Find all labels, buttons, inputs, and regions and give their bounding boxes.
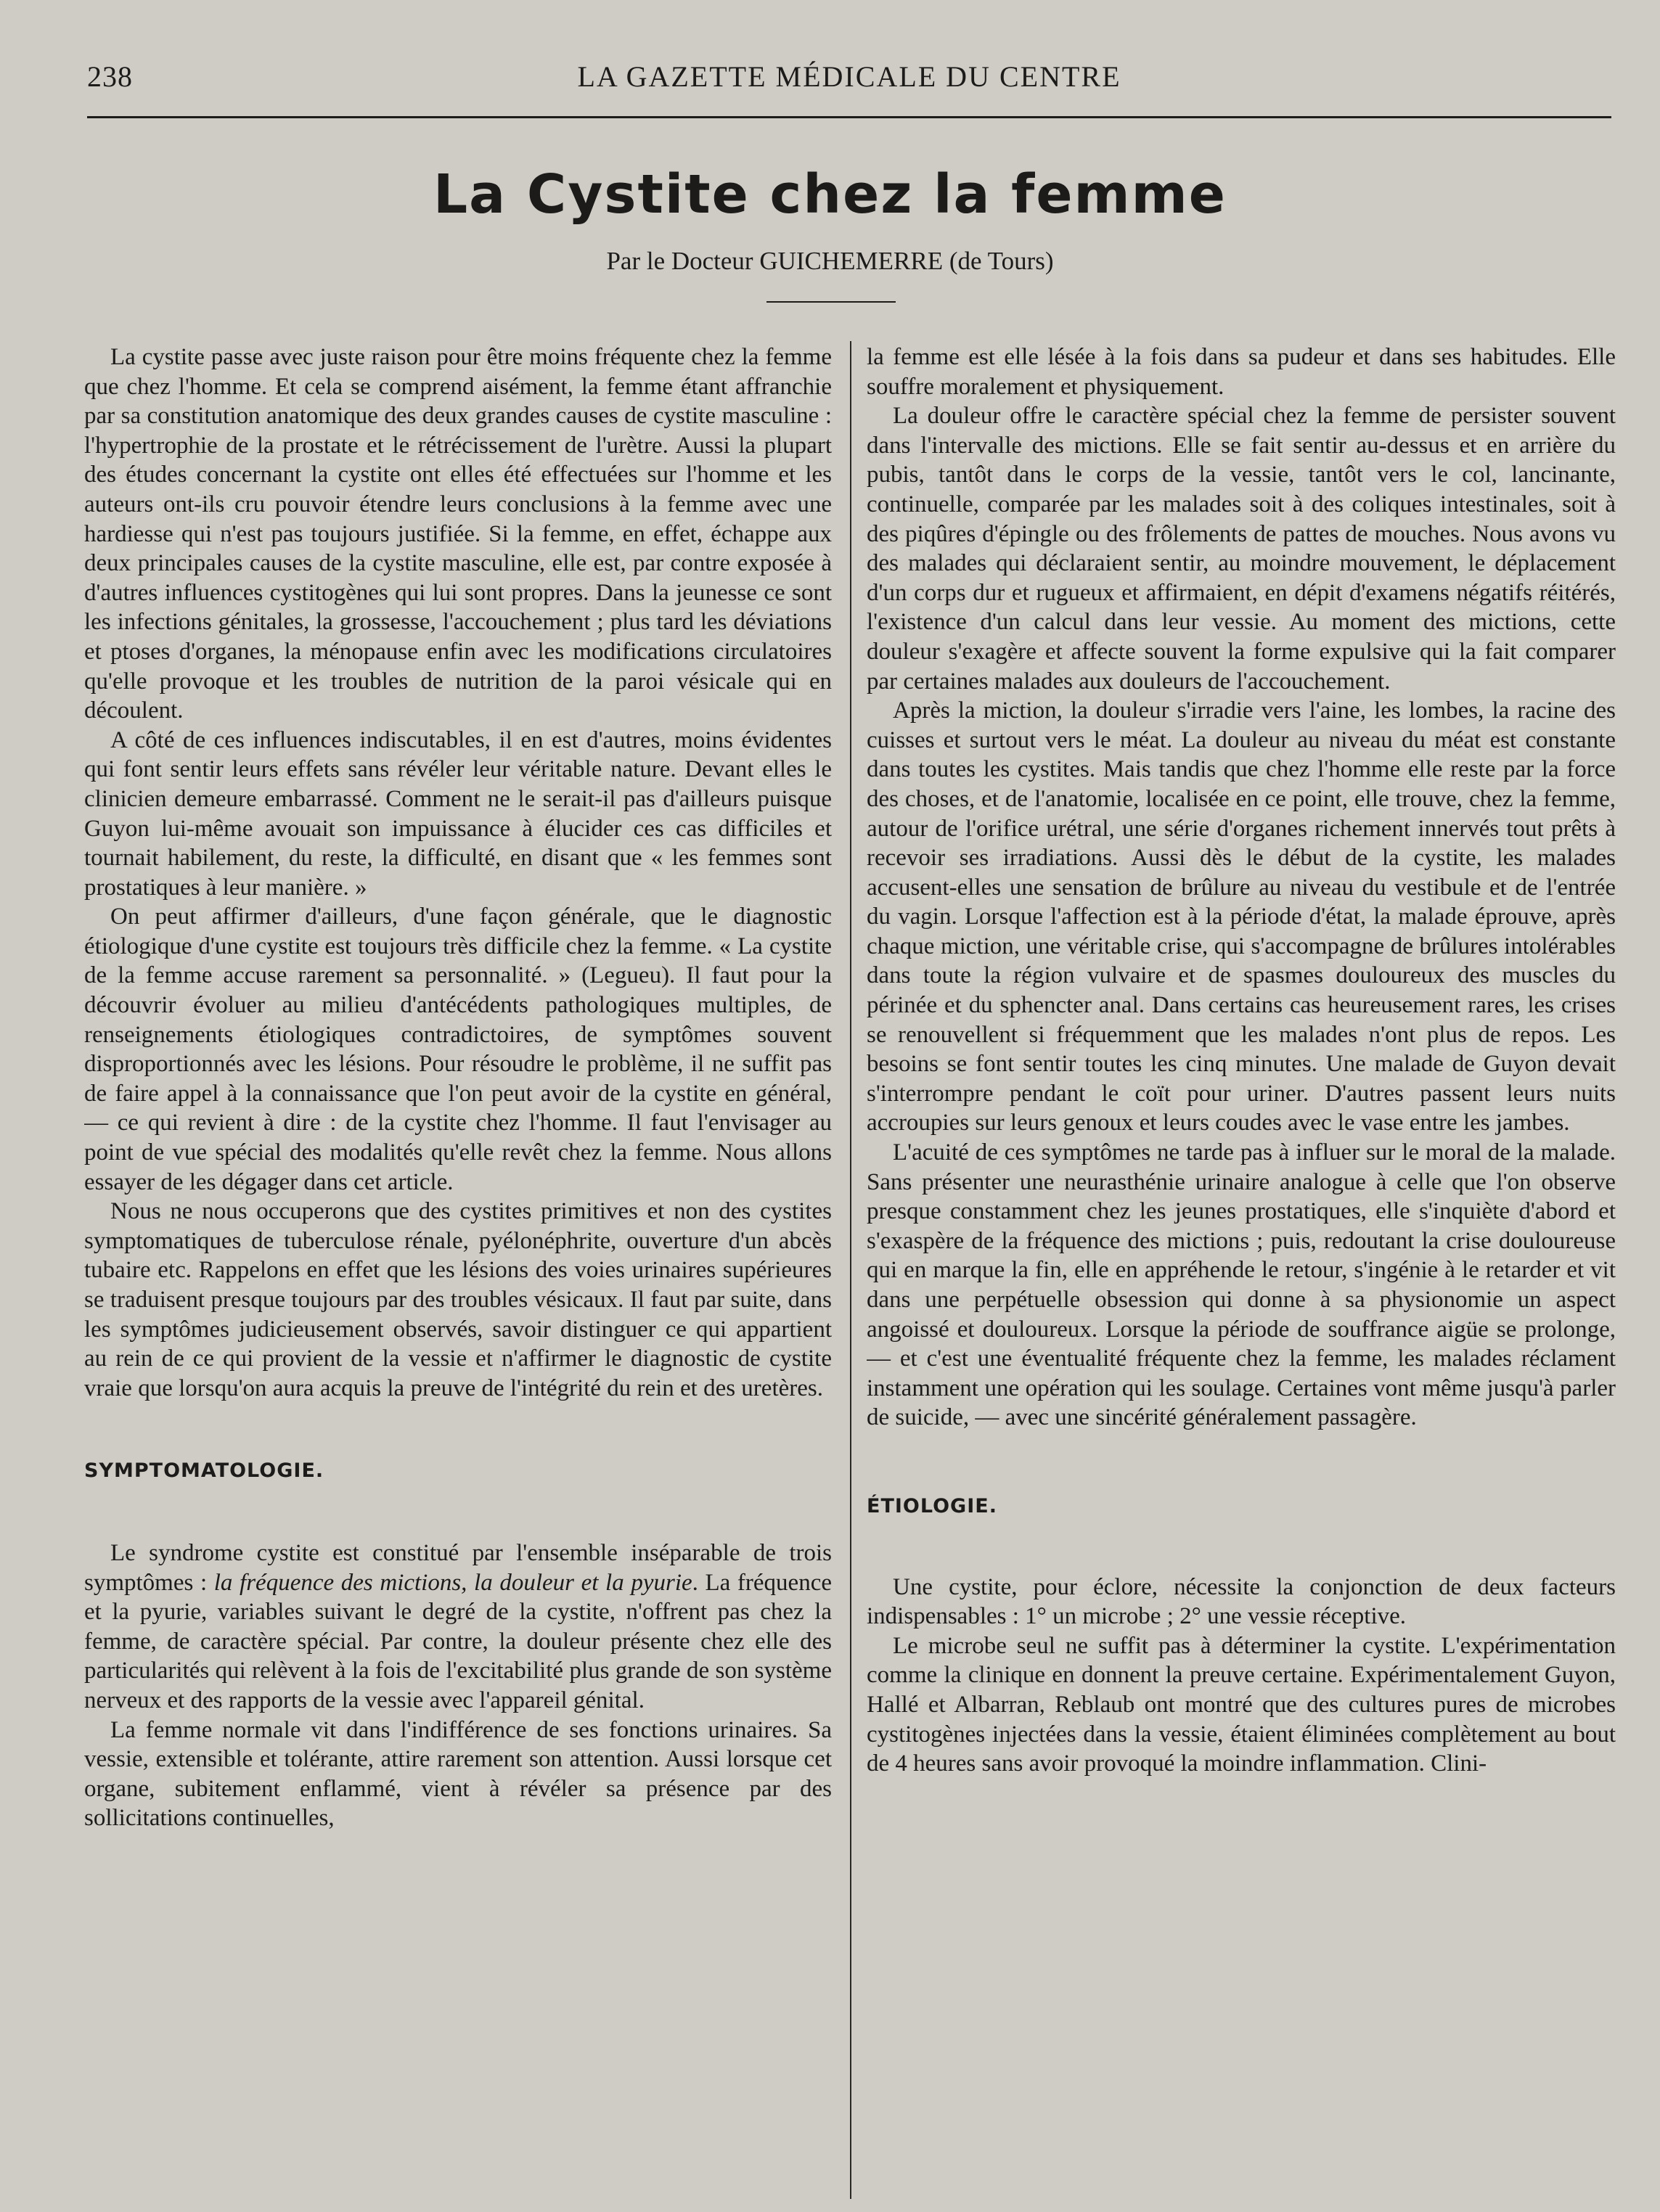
- paragraph: Le microbe seul ne suffit pas à déterminer la cystite. L'expérimentation comme la clinique en donnent la preuve certaine. Expérimentalement Guyon, Hallé et Albarran, Reblaub ont montré que des cultures pures de microbes cystitogènes injectées dans la vessie, étaient éliminées complètement au bout de 4 heures sans avoir provoqué la moindre inflammation. Clini-: [867, 1632, 1616, 1777]
- right-column: [867, 343, 1616, 2179]
- paragraph: A côté de ces influences indiscutables, il en est d'autres, moins évidentes qui font sentir leurs effets sans révéler leur véritable nature. Devant elles le clinicien demeure embarrassé. Comment ne le serait-il pas d'ailleurs puisque Guyon lui-même avouait son impuissance à élucider ces cas difficiles et tournait habilement, du reste, la difficulté, en disant que « les femmes sont prostatiques à leur manière. »: [84, 726, 832, 901]
- italic-text: la fréquence des mictions, la douleur et la pyurie: [213, 1569, 692, 1596]
- paragraph: Une cystite, pour éclore, nécessite la conjonction de deux facteurs indispensables : 1° un microbe ; 2° une vessie réceptive.: [867, 1573, 1616, 1630]
- left-column: [84, 343, 832, 2179]
- running-head: [87, 60, 1611, 96]
- column-divider: [850, 341, 851, 2199]
- article-title: La Cystite chez la femme: [433, 163, 1227, 226]
- paragraph-text: Le syndrome cystite est constitué par l'ensemble inséparable de trois symptômes :: [84, 1539, 832, 1596]
- paragraph: Après la miction, la douleur s'irradie vers l'aine, les lombes, la racine des cuisses et surtout vers le méat. La douleur au niveau du méat est constante dans toutes les cystites. Mais tandis que chez l'homme elle reste par la force des choses, et de l'anatomie, localisée en ce point, elle trouve, chez la femme, autour de l'orifice urétral, une série d'organes richement innervés tout prêts à recevoir ses irradiations. Aussi dès le début de la cystite, les malades accusent-elles une sensation de brûlure au niveau du vestibule et de l'entrée du vagin. Lorsque l'affection est à la période d'état, la malade éprouve, après chaque miction, une véritable crise, qui s'accompagne de brûlures intolérables dans toute la région vulvaire et de spasmes douloureux des muscles du périnée et du sphencter anal. Dans certains cas heureusement rares, les crises se renouvellent si fréquemment que les malades n'ont plus de repos. Les besoins se font sentir toutes les cinq minutes. Une malade de Guyon devait s'interrompre pendant le coït pour uriner. D'autres passent leurs nuits accroupies sur leurs genoux et leurs coudes avec le vase entre les jambes.: [867, 697, 1616, 1136]
- section-heading-etiologie: ÉTIOLOGIE.: [867, 1494, 997, 1517]
- paragraph: La femme normale vit dans l'indifférence de ses fonctions urinaires. Sa vessie, extensible et tolérante, attire rarement son attention. Aussi lorsque cet organe, subitement enflammé, vient à révéler sa présence par des sollicitations continuelles,: [84, 1716, 832, 1832]
- paragraph: Nous ne nous occuperons que des cystites primitives et non des cystites symptomatiques de tuberculose rénale, pyélonéphrite, ouverture d'un abcès tubaire etc. Rappelons en effet que les lésions des voies urinaires supérieures se traduisent presque toujours par des troubles vésicaux. Il faut par suite, dans les symptômes judicieusement observés, savoir distinguer ce qui appartient au rein de ce qui provient de la vessie et n'affirmer le diagnostic de cystite vraie que lorsqu'on aura acquis la preuve de l'intégrité du rein et des uretères.: [84, 1198, 832, 1401]
- journal-title: LA GAZETTE MÉDICALE DU CENTRE: [577, 60, 1121, 93]
- paragraph-text: . La fréquence et la pyurie, variables suivant le degré de la cystite, n'offrent pas chez la femme, de caractère spécial. Par contre, la douleur présente chez elle des particularités qui relèvent à la fois de l'excitabilité plus grande de son système nerveux et des rapports de la vessie avec l'appareil génital.: [84, 1569, 832, 1713]
- article-byline: Par le Docteur GUICHEMERRE (de Tours): [606, 247, 1054, 275]
- paragraph: L'acuité de ces symptômes ne tarde pas à influer sur le moral de la malade. Sans présenter une neurasthénie urinaire analogue à celle que l'on observe presque constamment chez les jeunes prostatiques, elle s'inquiète d'abord et s'exaspère de la fréquence des mictions ; puis, redoutant la crise douloureuse qui en marque la fin, elle en appréhende le retour, s'ingénie à le retarder et vit dans une perpétuelle obsession qui donne à sa physionomie un aspect angoissé et douloureux. Lorsque la période de souffrance aigüe se prolonge, — et c'est une éventualité fréquente chez la femme, les malades réclament instamment une opération qui les soulage. Certaines vont même jusqu'à parler de suicide, — avec une sincérité généralement passagère.: [867, 1139, 1616, 1431]
- paragraph: On peut affirmer d'ailleurs, d'une façon générale, que le diagnostic étiologique d'une cystite est toujours très difficile chez la femme. « La cystite de la femme accuse rarement sa personnalité. » (Legueu). Il faut pour la découvrir évoluer au milieu d'antécédents pathologiques multiples, de renseignements étiologiques contradictoires, de symptômes souvent disproportionnés avec les lésions. Pour résoudre le problème, il ne suffit pas de faire appel à la connaissance que l'on peut avoir de la cystite en général, — ce qui revient à dire : de la cystite chez l'homme. Il faut l'envisager au point de vue spécial des modalités qu'elle revêt chez la femme. Nous allons essayer de les dégager dans cet article.: [84, 904, 832, 1195]
- page-number: 238: [87, 60, 133, 93]
- byline-rule: [766, 301, 896, 303]
- header-rule: [87, 116, 1611, 118]
- section-heading-symptomatologie: SYMPTOMATOLOGIE.: [84, 1459, 324, 1483]
- paragraph: [84, 1539, 832, 1716]
- paragraph: La douleur offre le caractère spécial chez la femme de persister souvent dans l'intervalle des mictions. Elle se fait sentir au-dessus et en arrière du pubis, tantôt dans le corps de la vessie, tantôt vers le col, lancinante, continuelle, comparée par les malades soit à des coliques intestinales, soit à des piqûres d'épingle ou des frôlements de pattes de mouches. Nous avons vu des malades qui déclaraient sentir, au moindre mouvement, le déplacement d'un corps dur et rugueux et affirmaient, en dépit d'examens négatifs réitérés, l'existence d'un calcul dans leur vessie. Au moment des mictions, cette douleur s'exagère et affecte souvent la forme expulsive qui la fait comparer par certaines malades aux douleurs de l'accouchement.: [867, 403, 1616, 695]
- paragraph: La cystite passe avec juste raison pour être moins fréquente chez la femme que chez l'homme. Et cela se comprend aisément, la femme étant affranchie par sa constitution anatomique des deux grandes causes de cystite masculine : l'hypertrophie de la prostate et le rétrécissement de l'urètre. Aussi la plupart des études concernant la cystite ont elles été effectuées sur l'homme et les auteurs ont-ils cru pouvoir étendre leurs conclusions à la femme avec une hardiesse qui n'est pas toujours justifiée. Si la femme, en effet, échappe aux deux principales causes de la cystite masculine, elle est, par contre exposée à d'autres influences cystitogènes qui lui sont propres. Dans la jeunesse ce sont les infections génitales, la grossesse, l'accouchement ; plus tard les déviations et ptoses d'organes, la ménopause enfin avec les modifications circulatoires qu'elle provoque et les troubles de nutrition de la paroi vésicale qui en découlent.: [84, 344, 832, 724]
- paragraph: la femme est elle lésée à la fois dans sa pudeur et dans ses habitudes. Elle souffre moralement et physiquement.: [867, 344, 1616, 400]
